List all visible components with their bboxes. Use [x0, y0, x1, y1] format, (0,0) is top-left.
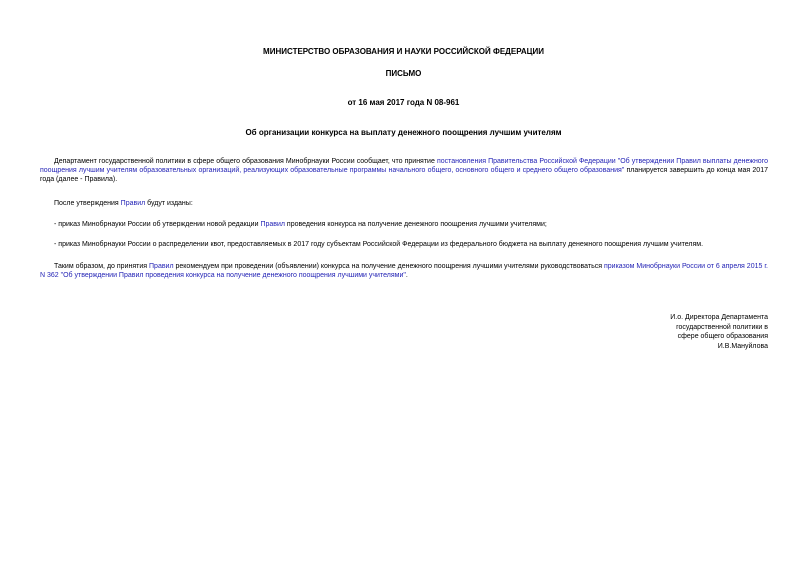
paragraph-3-text-b: проведения конкурса на получение денежного поощрения лучшими учителями;: [284, 221, 547, 228]
paragraph-1-text-b: планируется завершить до конца мая 2017 года (далее - Правила).: [40, 167, 768, 183]
paragraph-1-text-a: Департамент государственной политики в сфере общего образования Минобрнауки России сообщает, что принятие: [54, 158, 437, 165]
link-rules-1[interactable]: Правил: [120, 200, 146, 207]
link-order-362[interactable]: приказом Минобрнауки России от 6 апреля 2015 г. N 362 "Об утверждении Правил проведения конкурса на получение денежного поощрения лучшими учителями": [40, 263, 768, 279]
date-number: от 16 мая 2017 года N 08-961: [347, 98, 460, 107]
signature-line-1: И.о. Директора Департамента: [670, 314, 768, 321]
paragraph-2-text-a: После утверждения: [54, 200, 121, 207]
paragraph-5-text-c: .: [405, 272, 408, 279]
link-rules-2[interactable]: Правил: [260, 221, 285, 228]
signature-name: И.В.Мануйлова: [717, 342, 768, 350]
link-government-decree[interactable]: постановления Правительства Российской Федерации "Об утверждении Правил выплаты денежного поощрения лучшим учителям образовательных организаций, реализующих образовательные программы начального общего, основного общего и среднего общего образования": [40, 158, 768, 174]
signature-line-2: государственной политики в: [676, 323, 768, 331]
paragraph-5: [40, 262, 768, 280]
paragraph-5-text-a: Таким образом, до принятия: [54, 263, 150, 270]
paragraph-1: [40, 157, 768, 184]
paragraph-3: [40, 220, 768, 229]
paragraph-5-text-b: рекомендуем при проведении (объявлении) конкурса на получение денежного поощрения лучшими учителями руководствоваться: [173, 263, 604, 270]
paragraph-2-text-b: будут изданы:: [145, 200, 193, 207]
subject-title: Об организации конкурса на выплату денежного поощрения лучшим учителям: [245, 128, 562, 137]
link-rules-3[interactable]: Правил: [149, 263, 174, 270]
paragraph-4: - приказ Минобрнауки России о распределении квот, предоставляемых в 2017 году субъектам Российской Федерации из федерального бюджета на выплату денежного поощрения лучшим учителям.: [54, 241, 704, 248]
document-type: ПИСЬМО: [385, 69, 422, 78]
paragraph-3-text-a: - приказ Минобрнауки России об утверждении новой редакции: [54, 221, 261, 228]
signature-line-3: сфере общего образования: [677, 333, 768, 340]
signature-block: [568, 313, 768, 351]
paragraph-2: [40, 199, 768, 208]
ministry-title: МИНИСТЕРСТВО ОБРАЗОВАНИЯ И НАУКИ РОССИЙСКОЙ ФЕДЕРАЦИИ: [263, 47, 544, 56]
